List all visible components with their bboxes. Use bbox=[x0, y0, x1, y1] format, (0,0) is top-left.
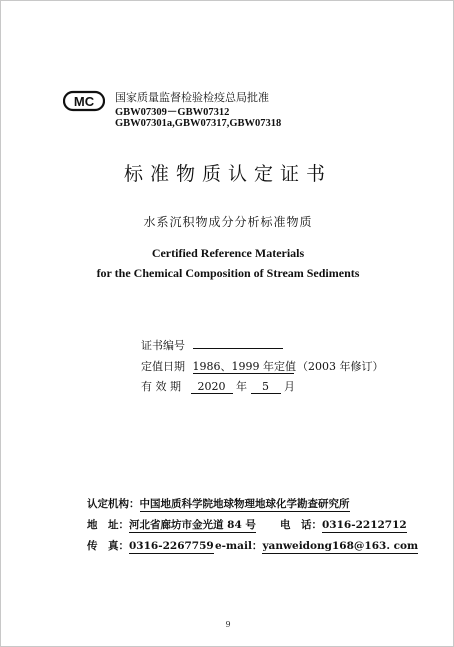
validity-label: 有 效 期 bbox=[141, 380, 181, 393]
approval-authority: 国家质量监督检验检疫总局批准 bbox=[115, 91, 269, 104]
phone-row bbox=[280, 517, 407, 533]
certificate-number-label: 证书编号 bbox=[141, 339, 185, 352]
material-codes-line2: GBW07301a,GBW07317,GBW07318 bbox=[115, 118, 282, 129]
organization-label: 认定机构： bbox=[87, 498, 140, 510]
material-codes-line1: GBW07309－GBW07312 bbox=[115, 107, 230, 118]
validity-year: 2020 bbox=[191, 380, 233, 394]
svg-text:MC: MC bbox=[73, 94, 95, 109]
address-row bbox=[87, 517, 256, 533]
certification-date-label: 定值日期 bbox=[141, 360, 185, 373]
certifying-organization-row bbox=[87, 496, 350, 512]
material-name-cn: 水系沉积物成分分析标准物质 bbox=[143, 215, 313, 229]
certificate-number-value bbox=[193, 348, 283, 349]
validity-row bbox=[141, 378, 295, 394]
material-name-en-line2: for the Chemical Composition of Stream Sediments bbox=[96, 266, 360, 280]
certification-date-value: 1986、1999 年定值 bbox=[192, 360, 296, 373]
year-unit: 年 bbox=[236, 380, 247, 393]
phone-label: 电 话： bbox=[280, 519, 322, 531]
fax-value: 0316-2267759 bbox=[129, 540, 214, 552]
cmc-logo-icon bbox=[63, 90, 105, 112]
email-link[interactable]: yanweidong168@163. com bbox=[262, 540, 419, 552]
certificate-title: 标准物质认定证书 bbox=[123, 163, 332, 185]
page-number: 9 bbox=[225, 620, 231, 629]
organization-value: 中国地质科学院地球物理地球化学勘查研究所 bbox=[139, 498, 350, 510]
material-name-en-line1: Certified Reference Materials bbox=[151, 246, 305, 260]
fax-label: 传 真： bbox=[87, 540, 129, 552]
email-row bbox=[215, 538, 418, 554]
certification-date-row bbox=[141, 358, 384, 374]
address-label: 地 址： bbox=[87, 519, 129, 531]
email-label: e-mail： bbox=[215, 540, 263, 552]
month-unit: 月 bbox=[284, 380, 295, 393]
phone-value: 0316-2212712 bbox=[322, 519, 407, 531]
validity-month: 5 bbox=[251, 380, 281, 394]
revision-note: （2003 年修订） bbox=[297, 360, 384, 373]
address-value: 河北省廊坊市金光道 84 号 bbox=[129, 519, 256, 531]
fax-row bbox=[87, 538, 214, 554]
certificate-number-row bbox=[141, 337, 283, 353]
